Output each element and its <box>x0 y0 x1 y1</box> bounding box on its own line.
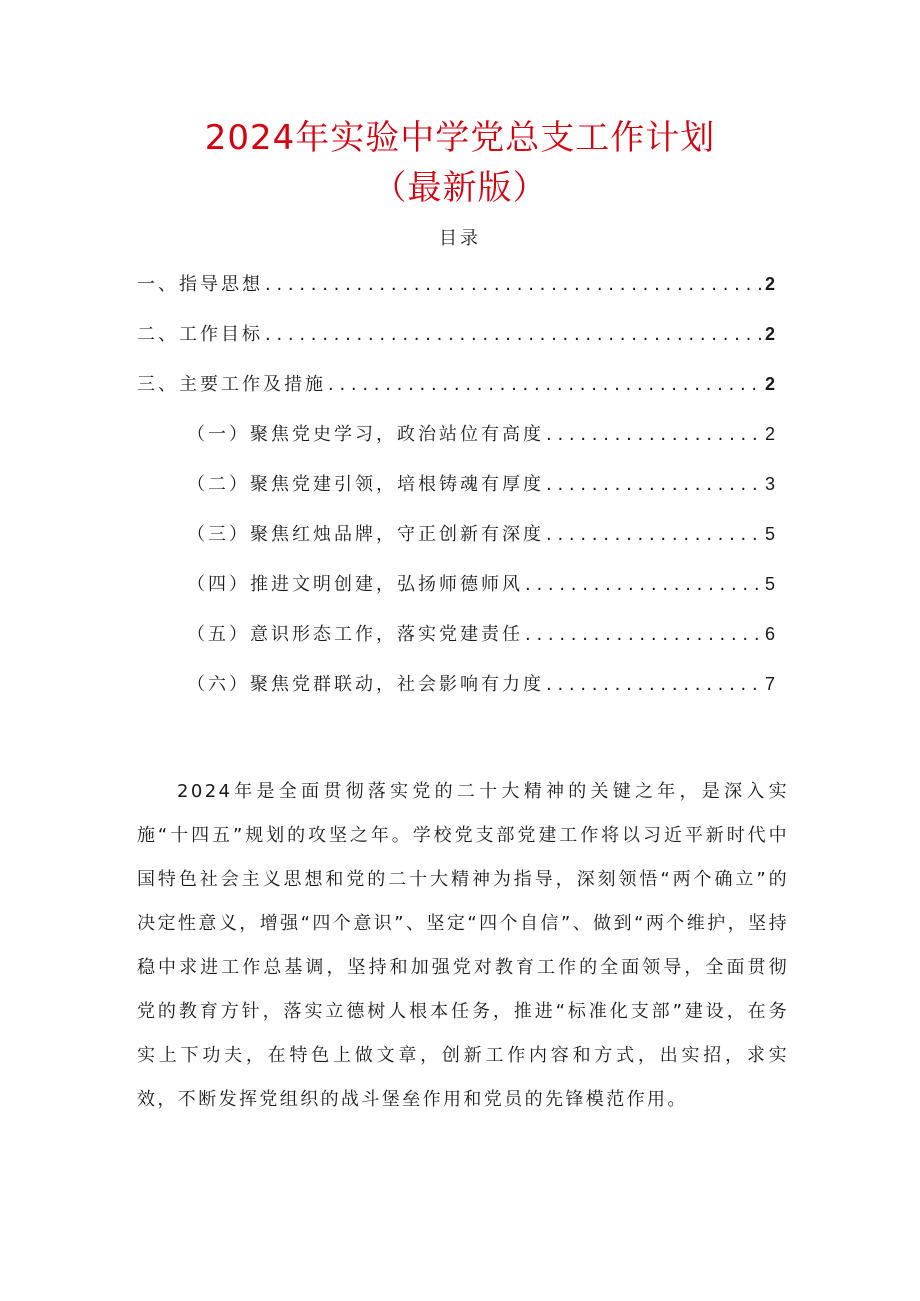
document-title: 2024年实验中学党总支工作计划 <box>204 118 716 158</box>
toc-leader-dots <box>328 374 761 395</box>
toc-subentry[interactable] <box>137 670 775 720</box>
toc-subentry[interactable] <box>137 470 775 520</box>
toc-leader-dots <box>265 324 761 345</box>
toc-entry-page: 2 <box>764 424 775 444</box>
toc-subentry[interactable] <box>137 420 775 470</box>
toc-entry-label: （一）聚焦党史学习，政治站位有高度 <box>187 424 544 445</box>
document-subtitle: （最新版） <box>372 168 548 208</box>
toc-entry-label: （三）聚焦红烛品牌，守正创新有深度 <box>187 524 544 545</box>
toc-entry-page: 2 <box>764 274 775 294</box>
toc-entry-page: 2 <box>764 374 775 394</box>
toc-leader-dots <box>546 474 761 495</box>
toc-entry[interactable] <box>137 370 775 420</box>
toc-entry-label: 三、主要工作及措施 <box>137 374 326 395</box>
toc-entry-label: 二、工作目标 <box>137 324 263 345</box>
body-paragraph: 2024年是全面贯彻落实党的二十大精神的关键之年，是深入实施“十四五”规划的攻坚之年。学校党支部党建工作将以习近平新时代中国特色社会主义思想和党的二十大精神为指导，深刻领悟“两个确立”的决定性意义，增强“四个意识”、坚定“四个自信”、做到“两个维护，坚持稳中求进工作总基调，坚持和加强党对教育工作的全面领导，全面贯彻党的教育方针，落实立德树人根本任务，推进“标准化支部”建设，在务实上下功夫，在特色上做文章，创新工作内容和方式，出实招，求实效，不断发挥党组织的战斗堡垒作用和党员的先锋模范作用。 <box>137 781 789 1110</box>
toc-leader-dots <box>525 624 761 645</box>
toc-entry-page: 3 <box>764 474 775 494</box>
toc-heading: 目录 <box>439 228 481 249</box>
toc-entry-label: 一、指导思想 <box>137 274 263 295</box>
toc-leader-dots <box>525 574 761 595</box>
toc-leader-dots <box>546 524 761 545</box>
toc-entry-page: 5 <box>764 574 775 594</box>
toc-entry-label: （五）意识形态工作，落实党建责任 <box>187 624 523 645</box>
toc-subentry[interactable] <box>137 520 775 570</box>
toc-entry[interactable] <box>137 320 775 370</box>
toc-entry-page: 7 <box>764 674 775 694</box>
toc-leader-dots <box>546 674 761 695</box>
toc-entry-page: 6 <box>764 624 775 644</box>
toc-entry-page: 2 <box>764 324 775 344</box>
toc-subentry[interactable] <box>137 570 775 620</box>
toc-entry-page: 5 <box>764 524 775 544</box>
toc-subentry[interactable] <box>137 620 775 670</box>
toc-entry-label: （六）聚焦党群联动，社会影响有力度 <box>187 674 544 695</box>
toc-leader-dots <box>546 424 761 445</box>
toc-leader-dots <box>265 274 761 295</box>
toc-entry-label: （二）聚焦党建引领，培根铸魂有厚度 <box>187 474 544 495</box>
table-of-contents <box>137 270 775 720</box>
toc-entry-label: （四）推进文明创建，弘扬师德师风 <box>187 574 523 595</box>
toc-entry[interactable] <box>137 270 775 320</box>
